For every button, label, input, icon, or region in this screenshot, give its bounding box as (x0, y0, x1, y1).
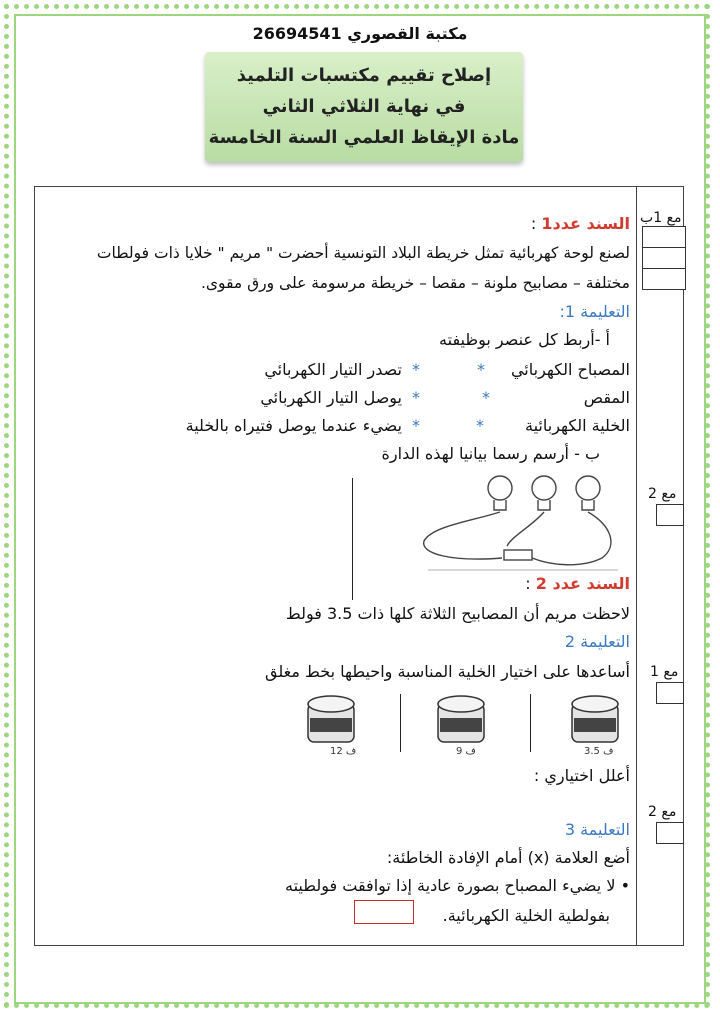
drawing-divider (352, 478, 353, 600)
match-dot-right-1[interactable]: * (412, 360, 420, 379)
instruction1-part-a: أ -أربط كل عنصر بوظيفته (439, 330, 610, 349)
score-column-divider (636, 186, 637, 946)
match-left-2: المقص (583, 388, 630, 407)
banner-line-1: إصلاح تقييم مكتسبات التلميذ (236, 65, 492, 86)
support1-heading (531, 214, 630, 233)
instruction3-text: أضع العلامة (x) أمام الإفادة الخاطئة: (386, 848, 630, 867)
match-left-3: الخلية الكهربائية (525, 416, 630, 435)
score-box[interactable] (642, 226, 686, 248)
bullet: • (620, 876, 630, 895)
battery-label-2: 9 ف (456, 746, 476, 757)
support1-title: السند عدد1 (541, 214, 630, 233)
support1-line-1: لصنع لوحة كهربائية تمثل خريطة البلاد التونسية أحضرت " مريم " خلايا ذات فولطات (96, 244, 630, 262)
battery-icon[interactable] (566, 692, 628, 748)
bulb-icon (576, 476, 600, 500)
support2-heading (525, 574, 630, 593)
wire-icon (424, 512, 502, 559)
support1-line-2: مختلفة – مصابيح ملونة – مقصا – خريطة مرسومة على ورق مقوى. (201, 274, 630, 292)
statement-line-1: لا يضيء المصباح بصورة عادية إذا توافقت فولطيته (285, 876, 616, 895)
circuit-illustration (412, 466, 624, 578)
instruction3-title: التعليمة 3 (564, 820, 630, 839)
battery-label-1: 3.5 ف (584, 746, 614, 757)
score-label-1b: مع 1ب (640, 210, 682, 226)
battery-icon[interactable] (432, 692, 494, 748)
bulb-base-icon (538, 500, 550, 510)
instruction1-part-b: ب - أرسم رسما بيانيا لهذه الدارة (381, 444, 600, 463)
title-banner (205, 52, 523, 162)
match-dot-right-3[interactable]: * (412, 416, 420, 435)
score-box[interactable] (642, 268, 686, 290)
banner-line-2: في نهاية الثلاثي الثاني (262, 96, 466, 117)
wire-icon (507, 512, 544, 546)
match-dot-left-3[interactable]: * (476, 416, 484, 435)
support2-title: السند عدد 2 (535, 574, 630, 593)
bulb-base-icon (582, 500, 594, 510)
match-left-1: المصباح الكهربائي (510, 360, 630, 379)
bulb-icon (488, 476, 512, 500)
banner-line-3: مادة الإيقاظ العلمي السنة الخامسة (208, 127, 520, 148)
instruction3-statement-2: بفولطية الخلية الكهربائية. (442, 906, 610, 925)
score-label-2b: مع 2 (648, 804, 677, 820)
bulb-icon (532, 476, 556, 500)
wire-icon (532, 512, 611, 565)
bulb-base-icon (494, 500, 506, 510)
match-dot-left-2[interactable]: * (482, 388, 490, 407)
support1-colon: : (530, 214, 537, 233)
match-right-1: تصدر التيار الكهربائي (264, 360, 402, 379)
battery-separator (400, 694, 401, 752)
match-dot-right-2[interactable]: * (412, 388, 420, 407)
battery-label-3: 12 ف (330, 746, 357, 757)
instruction1-title: التعليمة 1: (559, 302, 630, 321)
battery-icon[interactable] (302, 692, 364, 748)
support2-colon: : (525, 574, 531, 593)
score-label-2a: مع 2 (648, 486, 677, 502)
score-box[interactable] (656, 504, 684, 526)
shop-name: مكتبة القصوري 26694541 (252, 24, 468, 43)
instruction2-text: أساعدها على اختيار الخلية المناسبة واحيطها بخط مغلق (265, 662, 630, 681)
score-label-1: مع 1 (650, 664, 679, 680)
score-box[interactable] (656, 822, 684, 844)
instruction2-title: التعليمة 2 (564, 632, 630, 651)
answer-box[interactable] (354, 900, 414, 924)
cell-icon (504, 550, 532, 560)
match-dot-left-1[interactable]: * (477, 360, 485, 379)
match-right-3: يضيء عندما يوصل فتيراه بالخلية (185, 416, 402, 435)
match-right-2: يوصل التيار الكهربائي (260, 388, 402, 407)
battery-separator (530, 694, 531, 752)
instruction2-justify: أعلل اختياري : (533, 766, 630, 785)
instruction3-statement-1 (285, 876, 630, 895)
score-box[interactable] (642, 247, 686, 269)
score-box[interactable] (656, 682, 684, 704)
support2-text: لاحظت مريم أن المصابيح الثلاثة كلها ذات 3.5 فولط (285, 604, 630, 623)
